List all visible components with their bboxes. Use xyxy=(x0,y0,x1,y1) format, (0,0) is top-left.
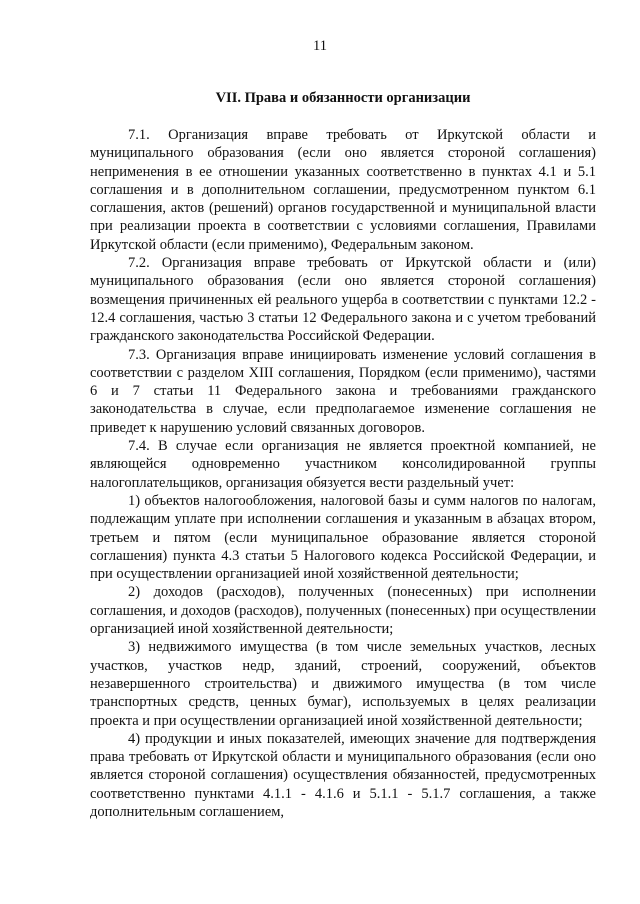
body-text xyxy=(90,126,596,821)
paragraph-7-1: 7.1. Организация вправе требовать от Иркутской области и муниципального образования (если оно является стороной соглашения) неприменения в ее отношении указанных соответственно в пунктах 4.1 и 5.1 соглашения и в дополнительном соглашении, предусмотренном пунктом 6.1 соглашения, актов (решений) органов государственной и муниципальной власти при реализации проекта в соответствии с условиями соглашения, Правилами Иркутской области (если применимо), Федеральным законом. xyxy=(90,127,596,253)
page-number: 11 xyxy=(313,38,327,54)
list-item-1: 1) объектов налогообложения, налоговой базы и сумм налогов по налогам, подлежащим уплате при исполнении соглашения и указанным в абзацах втором, третьем и пятом (если муниципальное образование является стороной соглашения) пункта 4.3 статьи 5 Налогового кодекса Российской Федерации, и при осуществлении организацией иной хозяйственной деятельности; xyxy=(90,492,596,583)
list-item-4: 4) продукции и иных показателей, имеющих значение для подтверждения права требовать от Иркутской области и муниципального образования (если оно является стороной соглашения) осуществления обязанностей, предусмотренных соответственно пунктами 4.1.1 - 4.1.6 и 5.1.1 - 5.1.7 соглашения, а также дополнительным соглашением, xyxy=(90,730,596,820)
list-item-3: 3) недвижимого имущества (в том числе земельных участков, лесных участков, участков недр, зданий, строений, сооружений, объектов незавершенного строительства) и движимого имущества (в том числе транспортных средств, ценных бумаг), используемых в целях реализации проекта и при осуществлении организацией иной хозяйственной деятельности; xyxy=(90,639,596,729)
paragraph-7-2: 7.2. Организация вправе требовать от Иркутской области и (или) муниципального образования (если оно является стороной соглашения) возмещения причиненных ей реального ущерба в соответствии с пунктами 12.2 - 12.4 соглашения, частью 3 статьи 12 Федерального закона и с учетом требований гражданского законодательства Российской Федерации. xyxy=(90,255,596,345)
section-title: VII. Права и обязанности организации xyxy=(215,90,471,106)
list-item-2: 2) доходов (расходов), полученных (понесенных) при исполнении соглашения, и доходов (расходов), полученных (понесенных) при осуществлении организацией иной хозяйственной деятельности; xyxy=(90,584,596,638)
paragraph-7-4: 7.4. В случае если организация не является проектной компанией, не являющейся одновременно участником консолидированной группы налогоплательщиков, организация обязуется вести раздельный учет: xyxy=(90,438,596,491)
paragraph-7-3: 7.3. Организация вправе инициировать изменение условий соглашения в соответствии с разделом XIII соглашения, Порядком (если применимо), частями 6 и 7 статьи 11 Федерального закона и требованиями гражданского законодательства в случае, если предполагаемое изменение соглашения не приведет к нарушению условий связанных договоров. xyxy=(90,346,596,436)
